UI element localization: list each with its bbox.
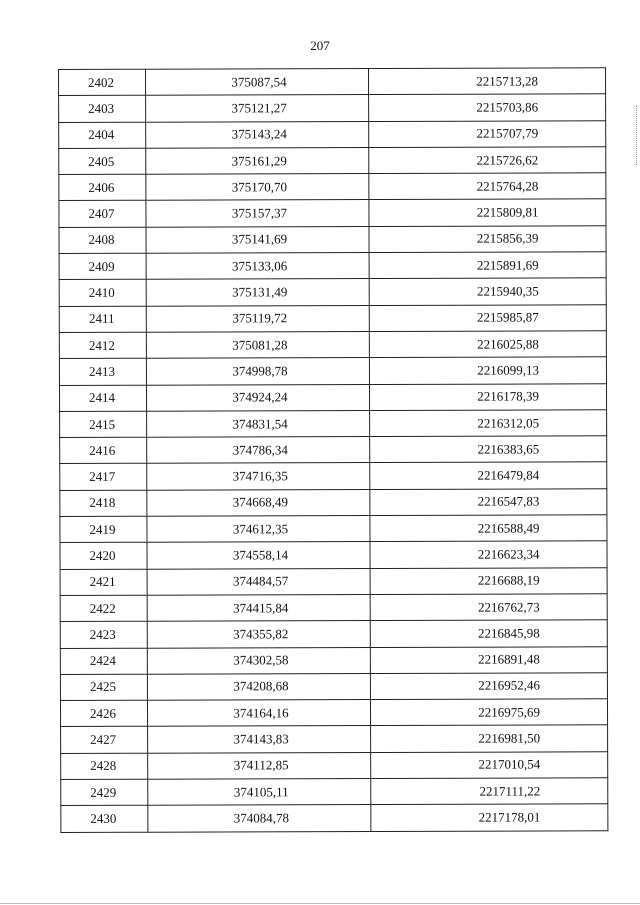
point-number-cell: 2410 <box>59 280 146 307</box>
x-coordinate-cell: 374558,14 <box>147 542 370 569</box>
y-coordinate-cell: 2215703,86 <box>369 94 606 121</box>
point-number-cell: 2424 <box>60 648 147 675</box>
x-coordinate-cell: 375121,27 <box>146 95 369 122</box>
point-number-cell: 2409 <box>59 253 146 280</box>
x-coordinate-cell: 374998,78 <box>146 358 369 385</box>
table-row <box>59 173 606 201</box>
point-number-cell: 2415 <box>60 411 147 438</box>
table-row <box>59 199 606 227</box>
point-number-cell: 2413 <box>59 358 146 385</box>
y-coordinate-cell: 2215891,69 <box>369 252 606 279</box>
y-coordinate-cell: 2216588,49 <box>370 515 607 542</box>
point-number-cell: 2414 <box>59 385 146 412</box>
table-row <box>60 673 607 701</box>
table-row <box>61 725 608 753</box>
y-coordinate-cell: 2216845,98 <box>370 620 607 647</box>
y-coordinate-cell: 2215726,62 <box>369 147 606 174</box>
y-coordinate-cell: 2216688,19 <box>370 567 607 594</box>
point-number-cell: 2405 <box>59 148 146 175</box>
x-coordinate-cell: 374302,58 <box>147 647 370 674</box>
x-coordinate-cell: 375087,54 <box>146 69 369 96</box>
x-coordinate-cell: 374105,11 <box>148 779 371 806</box>
table-row <box>60 567 607 595</box>
table-row <box>59 304 606 332</box>
point-number-cell: 2407 <box>59 201 146 228</box>
y-coordinate-cell: 2215809,81 <box>369 199 606 226</box>
y-coordinate-cell: 2216981,50 <box>371 725 608 752</box>
table-row <box>60 620 607 648</box>
table-row <box>60 646 607 674</box>
point-number-cell: 2421 <box>60 569 147 596</box>
point-number-cell: 2420 <box>60 543 147 570</box>
y-coordinate-cell: 2215764,28 <box>369 173 606 200</box>
point-number-cell: 2426 <box>60 700 147 727</box>
point-number-cell: 2417 <box>60 464 147 491</box>
point-number-cell: 2428 <box>61 753 148 780</box>
table-row <box>60 541 607 569</box>
y-coordinate-cell: 2216383,65 <box>370 436 607 463</box>
table-row <box>60 594 607 622</box>
y-coordinate-cell: 2215707,79 <box>369 120 606 147</box>
point-number-cell: 2423 <box>60 621 147 648</box>
x-coordinate-cell: 374786,34 <box>147 437 370 464</box>
point-number-cell: 2416 <box>60 437 147 464</box>
x-coordinate-cell: 374484,57 <box>147 568 370 595</box>
table-row <box>59 357 606 385</box>
x-coordinate-cell: 375143,24 <box>146 121 369 148</box>
table-row <box>59 94 606 122</box>
y-coordinate-cell: 2216762,73 <box>370 594 607 621</box>
table-row <box>60 515 607 543</box>
y-coordinate-cell: 2217111,22 <box>371 778 608 805</box>
point-number-cell: 2422 <box>60 595 147 622</box>
table-row <box>61 778 608 806</box>
x-coordinate-cell: 375119,72 <box>146 305 369 332</box>
table-row <box>61 804 608 832</box>
y-coordinate-cell: 2216099,13 <box>369 357 606 384</box>
y-coordinate-cell: 2216178,39 <box>369 383 606 410</box>
point-number-cell: 2411 <box>59 306 146 333</box>
x-coordinate-cell: 374612,35 <box>147 516 370 543</box>
coordinates-table-body <box>59 68 608 832</box>
y-coordinate-cell: 2216623,34 <box>370 541 607 568</box>
table-row <box>60 410 607 438</box>
y-coordinate-cell: 2216975,69 <box>370 699 607 726</box>
table-row <box>59 226 606 254</box>
y-coordinate-cell: 2216479,84 <box>370 462 607 489</box>
y-coordinate-cell: 2215856,39 <box>369 226 606 253</box>
x-coordinate-cell: 374143,83 <box>148 726 371 753</box>
x-coordinate-cell: 374208,68 <box>147 673 370 700</box>
x-coordinate-cell: 375131,49 <box>146 279 369 306</box>
scan-edge-marks <box>632 105 637 165</box>
table-row <box>59 278 606 306</box>
y-coordinate-cell: 2216025,88 <box>369 331 606 358</box>
coordinates-table-container <box>58 69 606 833</box>
y-coordinate-cell: 2217178,01 <box>371 804 608 831</box>
table-row <box>61 751 608 779</box>
table-row <box>60 699 607 727</box>
table-row <box>59 147 606 175</box>
table-row <box>59 120 606 148</box>
x-coordinate-cell: 375170,70 <box>146 174 369 201</box>
x-coordinate-cell: 374924,24 <box>146 384 369 411</box>
x-coordinate-cell: 374084,78 <box>148 805 371 832</box>
x-coordinate-cell: 374831,54 <box>147 410 370 437</box>
point-number-cell: 2403 <box>59 96 146 123</box>
point-number-cell: 2425 <box>60 674 147 701</box>
y-coordinate-cell: 2215940,35 <box>369 278 606 305</box>
point-number-cell: 2408 <box>59 227 146 254</box>
point-number-cell: 2418 <box>60 490 147 517</box>
scan-bottom-line <box>0 903 640 904</box>
y-coordinate-cell: 2216952,46 <box>370 673 607 700</box>
x-coordinate-cell: 374164,16 <box>147 700 370 727</box>
table-row <box>60 489 607 517</box>
point-number-cell: 2430 <box>61 806 148 833</box>
y-coordinate-cell: 2216547,83 <box>370 489 607 516</box>
x-coordinate-cell: 375141,69 <box>146 226 369 253</box>
x-coordinate-cell: 375081,28 <box>146 331 369 358</box>
x-coordinate-cell: 374716,35 <box>147 463 370 490</box>
x-coordinate-cell: 375157,37 <box>146 200 369 227</box>
y-coordinate-cell: 2216312,05 <box>370 410 607 437</box>
y-coordinate-cell: 2216891,48 <box>370 646 607 673</box>
point-number-cell: 2412 <box>59 332 146 359</box>
y-coordinate-cell: 2217010,54 <box>371 751 608 778</box>
x-coordinate-cell: 374112,85 <box>148 752 371 779</box>
x-coordinate-cell: 375161,29 <box>146 147 369 174</box>
point-number-cell: 2429 <box>61 779 148 806</box>
table-row <box>59 383 606 411</box>
x-coordinate-cell: 374415,84 <box>147 594 370 621</box>
table-row <box>59 331 606 359</box>
point-number-cell: 2419 <box>60 516 147 543</box>
y-coordinate-cell: 2215985,87 <box>369 304 606 331</box>
page-number: 207 <box>310 38 330 53</box>
x-coordinate-cell: 375133,06 <box>146 253 369 280</box>
table-row <box>60 436 607 464</box>
table-row <box>59 252 606 280</box>
x-coordinate-cell: 374355,82 <box>147 621 370 648</box>
coordinates-table <box>58 67 608 832</box>
y-coordinate-cell: 2215713,28 <box>369 68 606 95</box>
point-number-cell: 2427 <box>61 727 148 754</box>
point-number-cell: 2406 <box>59 174 146 201</box>
table-row <box>60 462 607 490</box>
point-number-cell: 2402 <box>59 69 146 96</box>
x-coordinate-cell: 374668,49 <box>147 489 370 516</box>
table-row <box>59 68 606 96</box>
point-number-cell: 2404 <box>59 122 146 149</box>
